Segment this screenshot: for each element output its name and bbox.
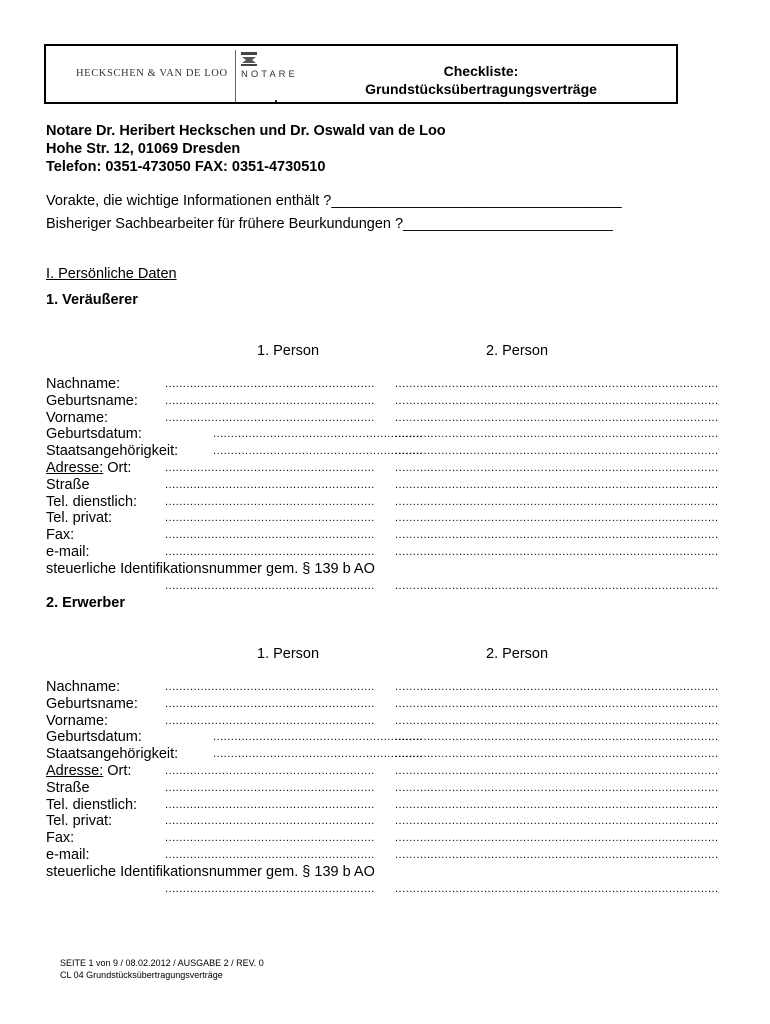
fill-line-person-2[interactable]: ...........................................................................................: [395, 579, 719, 592]
fill-line-person-1[interactable]: ...........................................................: [165, 781, 375, 794]
header-box: [44, 44, 678, 104]
field-label-geburtsname: Geburtsname:: [46, 392, 138, 409]
field-row-vorname: [46, 409, 719, 427]
question-vorakte[interactable]: Vorakte, die wichtige Informationen enthält ?____________________________________: [46, 193, 622, 209]
field-row-steuer-values: [46, 578, 719, 595]
fill-line-person-2[interactable]: ...........................................................................................: [395, 882, 719, 895]
logo-notare: NOTARE: [241, 69, 298, 80]
logo-divider: [235, 50, 236, 102]
fill-line-person-1[interactable]: ...........................................................: [165, 832, 375, 845]
field-row-adresse: [46, 460, 719, 477]
footer-line2: CL 04 Grundstücksübertragungsverträge: [60, 970, 223, 980]
field-row-tel_p: [46, 813, 719, 830]
fill-line-person-2[interactable]: ...........................................................................................: [395, 815, 719, 828]
notary-phone: Telefon: 0351-473050 FAX: 0351-4730510: [46, 159, 326, 175]
fill-line-person-2[interactable]: ...........................................................................................: [395, 731, 719, 744]
field-label-nachname: Nachname:: [46, 376, 121, 392]
fill-line-person-1[interactable]: ...........................................................: [165, 529, 375, 542]
field-label-geburtsname: Geburtsname:: [46, 695, 138, 712]
fill-line-person-1[interactable]: ...........................................................: [165, 714, 375, 727]
section-title: I. Persönliche Daten: [46, 266, 177, 282]
notary-names: Notare Dr. Heribert Heckschen und Dr. Oswald van de Loo: [46, 123, 446, 139]
field-label-adresse-underlined: Adresse:: [46, 460, 104, 476]
field-label-staat: Staatsangehörigkeit:: [46, 746, 179, 763]
field-row-fax: [46, 830, 719, 847]
fill-line-person-1[interactable]: ...........................................................: [165, 512, 375, 525]
field-row-geburtsname: [46, 695, 719, 713]
field-row-vorname: [46, 712, 719, 730]
fill-line-person-1[interactable]: ...........................................................: [165, 462, 375, 474]
field-label-tel_d: Tel. dienstlich:: [46, 796, 138, 813]
field-row-tel_d: [46, 493, 719, 511]
fill-line-person-1[interactable]: ...........................................................: [165, 882, 375, 895]
fill-line-person-2[interactable]: ...........................................................................................: [395, 462, 719, 474]
field-label-steuer: steuerliche Identifikationsnummer gem. § 139 b AO: [46, 863, 375, 880]
column-head-person-1: 1. Person: [257, 646, 320, 662]
fill-line-person-1[interactable]: ...........................................................: [165, 478, 375, 491]
field-label-adresse: [46, 763, 131, 780]
fill-line-person-2[interactable]: ...........................................................................................: [395, 849, 719, 861]
field-label-tel_p: Tel. privat:: [46, 510, 113, 527]
fill-line-person-2[interactable]: ...........................................................................................: [395, 495, 719, 508]
fill-line-person-2[interactable]: ...........................................................................................: [395, 681, 719, 693]
footer: [60, 957, 264, 981]
fill-line-person-2[interactable]: ...........................................................................................: [395, 394, 719, 407]
field-label-strasse: Straße: [46, 476, 90, 493]
fill-line-person-1[interactable]: ...........................................................: [213, 428, 423, 441]
field-row-geburtsdatum: [46, 729, 719, 746]
field-label-email: e-mail:: [46, 847, 90, 863]
field-row-staat: [46, 746, 719, 763]
field-label-geburtsdatum: Geburtsdatum:: [46, 729, 142, 746]
fill-line-person-2[interactable]: ...........................................................................................: [395, 714, 719, 727]
field-label-adresse-underlined: Adresse:: [46, 763, 104, 779]
logo-text: HECKSCHEN & VAN DE LOO: [76, 68, 228, 79]
field-label-vorname: Vorname:: [46, 409, 109, 426]
fill-line-person-1[interactable]: ...........................................................: [165, 411, 375, 424]
fill-line-person-1[interactable]: ...........................................................: [165, 546, 375, 558]
field-label-ort: Ort:: [103, 460, 132, 476]
field-row-tel_p: [46, 510, 719, 527]
question-sachbearbeiter[interactable]: Bisheriger Sachbearbeiter für frühere Beurkundungen ?__________________________: [46, 216, 613, 232]
field-label-fax: Fax:: [46, 527, 75, 544]
fill-line-person-1[interactable]: ...........................................................: [165, 798, 375, 811]
field-row-nachname: [46, 679, 719, 696]
fill-line-person-2[interactable]: ...........................................................................................: [395, 478, 719, 491]
fill-line-person-2[interactable]: ...........................................................................................: [395, 378, 719, 390]
field-label-ort: Ort:: [103, 763, 132, 779]
header-title: [336, 62, 626, 98]
field-row-steuer: [46, 561, 686, 578]
field-label-staat: Staatsangehörigkeit:: [46, 443, 179, 460]
fill-line-person-2[interactable]: ...........................................................................................: [395, 428, 719, 441]
field-row-steuer: [46, 864, 686, 881]
field-row-email: [46, 544, 719, 561]
field-label-tel_p: Tel. privat:: [46, 813, 113, 830]
fill-line-person-2[interactable]: ...........................................................................................: [395, 697, 719, 710]
field-label-vorname: Vorname:: [46, 712, 109, 729]
logo-dot: [275, 100, 277, 102]
fill-line-person-2[interactable]: ...........................................................................................: [395, 832, 719, 845]
fill-line-person-1[interactable]: ...........................................................: [165, 579, 375, 592]
column-head-person-2: 2. Person: [486, 646, 549, 662]
fill-line-person-2[interactable]: ...........................................................................................: [395, 445, 719, 458]
block-title: 2. Erwerber: [46, 595, 125, 611]
field-row-strasse: [46, 779, 719, 797]
field-row-geburtsdatum: [46, 426, 719, 443]
field-row-adresse: [46, 763, 719, 780]
field-row-fax: [46, 527, 719, 544]
block-title: 1. Veräußerer: [46, 292, 138, 308]
fill-line-person-1[interactable]: ...........................................................: [213, 748, 423, 761]
fill-line-person-2[interactable]: ...........................................................................................: [395, 512, 719, 525]
fill-line-person-2[interactable]: ...........................................................................................: [395, 781, 719, 794]
field-row-email: [46, 847, 719, 864]
header-title-line1: Checkliste:: [443, 63, 519, 79]
field-label-geburtsdatum: Geburtsdatum:: [46, 426, 142, 443]
fill-line-person-2[interactable]: ...........................................................................................: [395, 748, 719, 761]
header-title-line2: Grundstücksübertragungsverträge: [365, 81, 597, 97]
field-row-steuer-values: [46, 881, 719, 898]
fill-line-person-1[interactable]: ...........................................................: [213, 445, 423, 458]
field-row-tel_d: [46, 796, 719, 814]
field-row-strasse: [46, 476, 719, 494]
field-label-steuer: steuerliche Identifikationsnummer gem. § 139 b AO: [46, 560, 375, 577]
notary-address: Hohe Str. 12, 01069 Dresden: [46, 141, 241, 157]
field-row-geburtsname: [46, 392, 719, 410]
fill-line-person-1[interactable]: ...........................................................: [165, 495, 375, 508]
column-head-person-2: 2. Person: [486, 343, 549, 359]
fill-line-person-1[interactable]: ...........................................................: [213, 731, 423, 744]
notary-info: [46, 122, 446, 176]
field-label-fax: Fax:: [46, 830, 75, 847]
field-label-email: e-mail:: [46, 544, 90, 560]
logo-emblem-icon: [240, 51, 258, 67]
fill-line-person-1[interactable]: ...........................................................: [165, 765, 375, 777]
field-label-strasse: Straße: [46, 779, 90, 796]
fill-line-person-2[interactable]: ...........................................................................................: [395, 765, 719, 777]
field-row-nachname: [46, 376, 719, 393]
footer-line1: SEITE 1 von 9 / 08.02.2012 / AUSGABE 2 / REV. 0: [60, 958, 264, 968]
field-row-staat: [46, 443, 719, 460]
fill-line-person-1[interactable]: ...........................................................: [165, 815, 375, 828]
fill-line-person-2[interactable]: ...........................................................................................: [395, 546, 719, 558]
fill-line-person-2[interactable]: ...........................................................................................: [395, 411, 719, 424]
fill-line-person-2[interactable]: ...........................................................................................: [395, 798, 719, 811]
field-label-tel_d: Tel. dienstlich:: [46, 493, 138, 510]
field-label-nachname: Nachname:: [46, 679, 121, 695]
fill-line-person-1[interactable]: ...........................................................: [165, 681, 375, 693]
fill-line-person-1[interactable]: ...........................................................: [165, 394, 375, 407]
column-head-person-1: 1. Person: [257, 343, 320, 359]
fill-line-person-2[interactable]: ...........................................................................................: [395, 529, 719, 542]
field-label-adresse: [46, 460, 131, 477]
fill-line-person-1[interactable]: ...........................................................: [165, 697, 375, 710]
fill-line-person-1[interactable]: ...........................................................: [165, 378, 375, 390]
fill-line-person-1[interactable]: ...........................................................: [165, 849, 375, 861]
